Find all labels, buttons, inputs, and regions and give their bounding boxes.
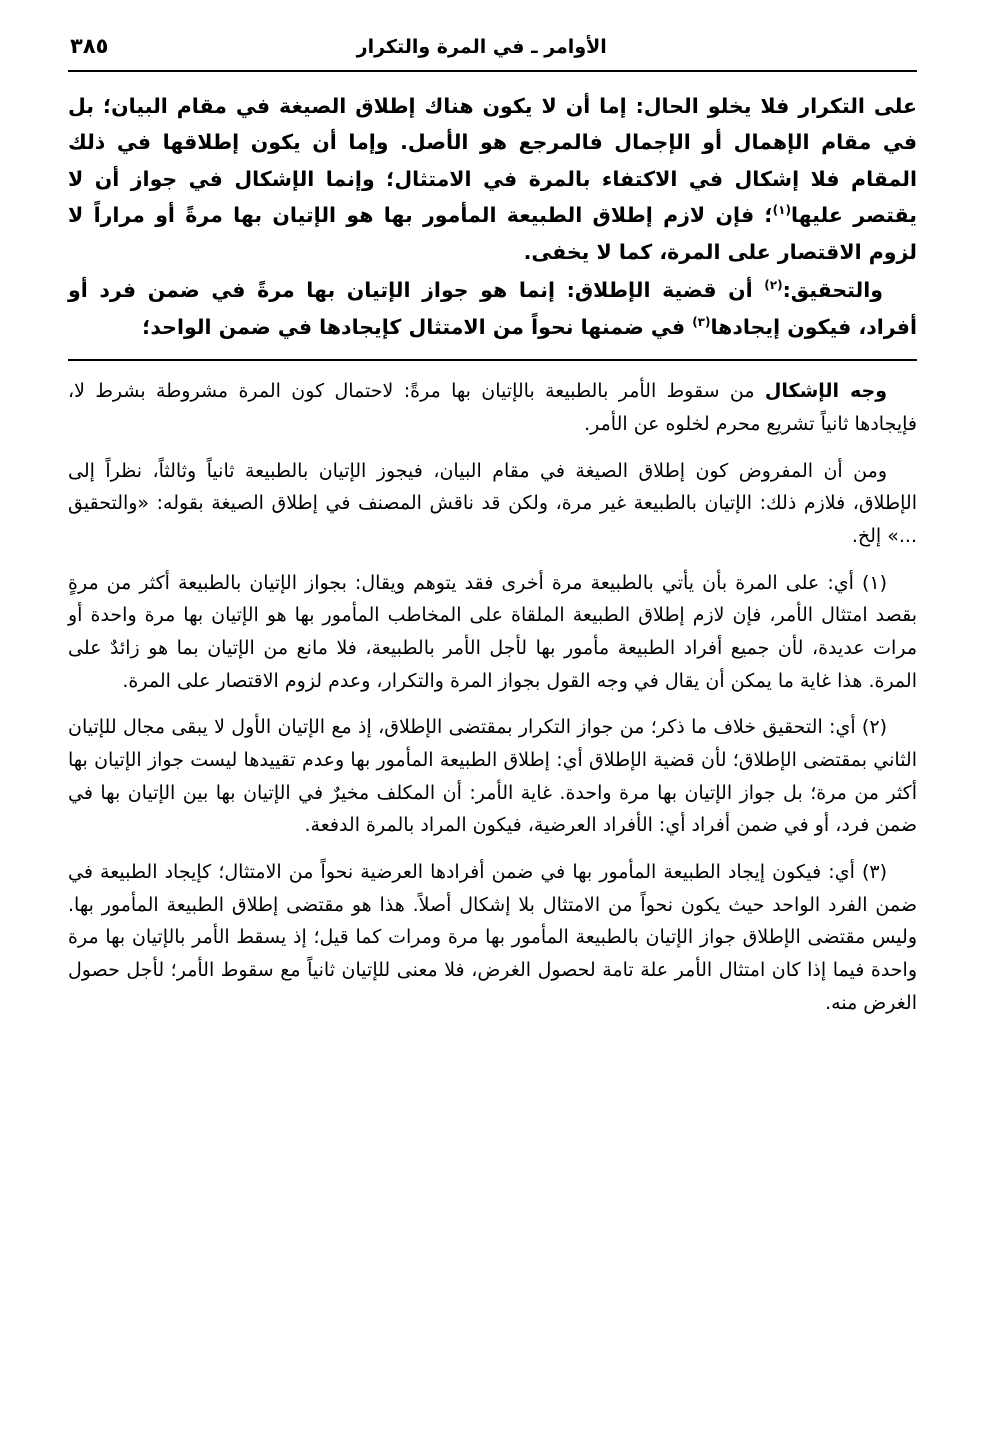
- matn-para1-part1: على التكرار فلا يخلو الحال: إما أن لا يكون هناك إطلاق الصيغة في مقام البيان؛ بل في مقام الإهمال أو الإجمال فالمرجع هو الأصل. وإما أن يكون إطلاقها في ذلك المقام فلا إشكال في الاكتفاء بالمرة في الامتثال؛ وإنما الإشكال في جواز أن لا يقتصر عليها: [68, 94, 917, 228]
- page-number: ٣٨٥: [70, 34, 109, 58]
- page-header: [68, 34, 917, 64]
- footnote-divider: [68, 359, 917, 361]
- matn-paragraph-2: [68, 272, 917, 345]
- header-divider: [68, 70, 917, 72]
- main-text-block: [68, 88, 917, 345]
- matn-para2-part2: في ضمنها نحواً من الامتثال كإيجادها في ضمن الواحد؛: [142, 314, 693, 339]
- footnotes-block: [68, 375, 917, 1019]
- matn-tahqiq-label: والتحقيق:: [782, 278, 883, 303]
- footnote-marker-2: (٢): [764, 278, 783, 293]
- footnote-marker-3: (٣): [692, 315, 711, 330]
- matn-para1-part2: ؛ فإن لازم إطلاق الطبيعة المأمور بها هو الإتيان بها مرةً أو مراراً لا لزوم الاقتصار على المرة، كما لا يخفى.: [68, 203, 917, 264]
- running-head-title: الأوامر ـ في المرة والتكرار: [356, 36, 607, 58]
- footnote-3: (٣) أي: فيكون إيجاد الطبيعة المأمور بها في ضمن أفرادها العرضية نحواً من الامتثال؛ كإيجاد الطبيعة في ضمن الفرد الواحد حيث يكون نحواً من الامتثال بلا إشكال أصلاً. هذا هو مقتضى إطلاق الطبيعة المأمور بها. وليس مقتضى الإطلاق جواز الإتيان بالطبيعة المأمور بها مرة ومرات كما قيل؛ إذ يسقط الأمر بالإتيان بها مرة واحدة فيما إذا كان امتثال الأمر علة تامة لحصول الغرض، فلا معنى للإتيان ثانياً مع سقوط الأمر؛ لأجل حصول الغرض منه.: [68, 861, 917, 1014]
- footnote-marker-1: (١): [772, 203, 791, 218]
- footnote-1: (١) أي: على المرة بأن يأتي بالطبيعة مرة أخرى فقد يتوهم ويقال: بجواز الإتيان بالطبيعة أكثر من مرةٍ بقصد امتثال الأمر، فإن لازم إطلاق الطبيعة الملقاة على المخاطب المأمور بها هو الإتيان بها مرة واحدة أو مرات عديدة، لأن جميع أفراد الطبيعة مأمور بها لأجل الأمر بالطبيعة، فلا مانع من الإتيان بما هو زائدٌ على المرة. هذا غاية ما يمكن أن يقال في وجه القول بجواز المرة والتكرار، وعدم لزوم الاقتصار على المرة.: [68, 571, 917, 692]
- footnote-lead-label: وجه الإشكال: [764, 380, 888, 403]
- footnote-mafrud: ومن أن المفروض كون إطلاق الصيغة في مقام البيان، فيجوز الإتيان بالطبيعة ثانياً وثالثاً، نظراً إلى الإطلاق، فلازم ذلك: الإتيان بالطبيعة غير مرة، ولكن قد ناقش المصنف في إطلاق الصيغة بقوله: «والتحقيق ...» إلخ.: [68, 459, 917, 548]
- matn-para2-part1: أن قضية الإطلاق: إنما هو جواز الإتيان بها مرةً في ضمن فرد أو أفراد، فيكون إيجادها: [68, 278, 917, 339]
- footnote-wajh-text: من سقوط الأمر بالطبيعة بالإتيان بها مرةً: لاحتمال كون المرة مشروطة بشرط لا، فإيجادها ثانياً تشريع محرم لخلوه عن الأمر.: [68, 380, 917, 436]
- footnote-wajh-al-ishkal: [68, 375, 917, 440]
- matn-paragraph-1: [68, 88, 917, 270]
- footnote-2: (٢) أي: التحقيق خلاف ما ذكر؛ من جواز التكرار بمقتضى الإطلاق، إذ مع الإتيان الأول لا يبقى مجال للإتيان الثاني بمقتضى الإطلاق؛ لأن قضية الإطلاق أي: إطلاق الطبيعة المأمور بها وعدم تقييدها ليست جواز الإتيان بها أكثر من مرة؛ بل جواز الإتيان بها مرة واحدة. غاية الأمر: أن المكلف مخيرٌ في الإتيان بها بين الإتيان بها في ضمن فرد، أو في ضمن أفراد أي: الأفراد العرضية، فيكون المراد بالمرة الدفعة.: [68, 716, 917, 837]
